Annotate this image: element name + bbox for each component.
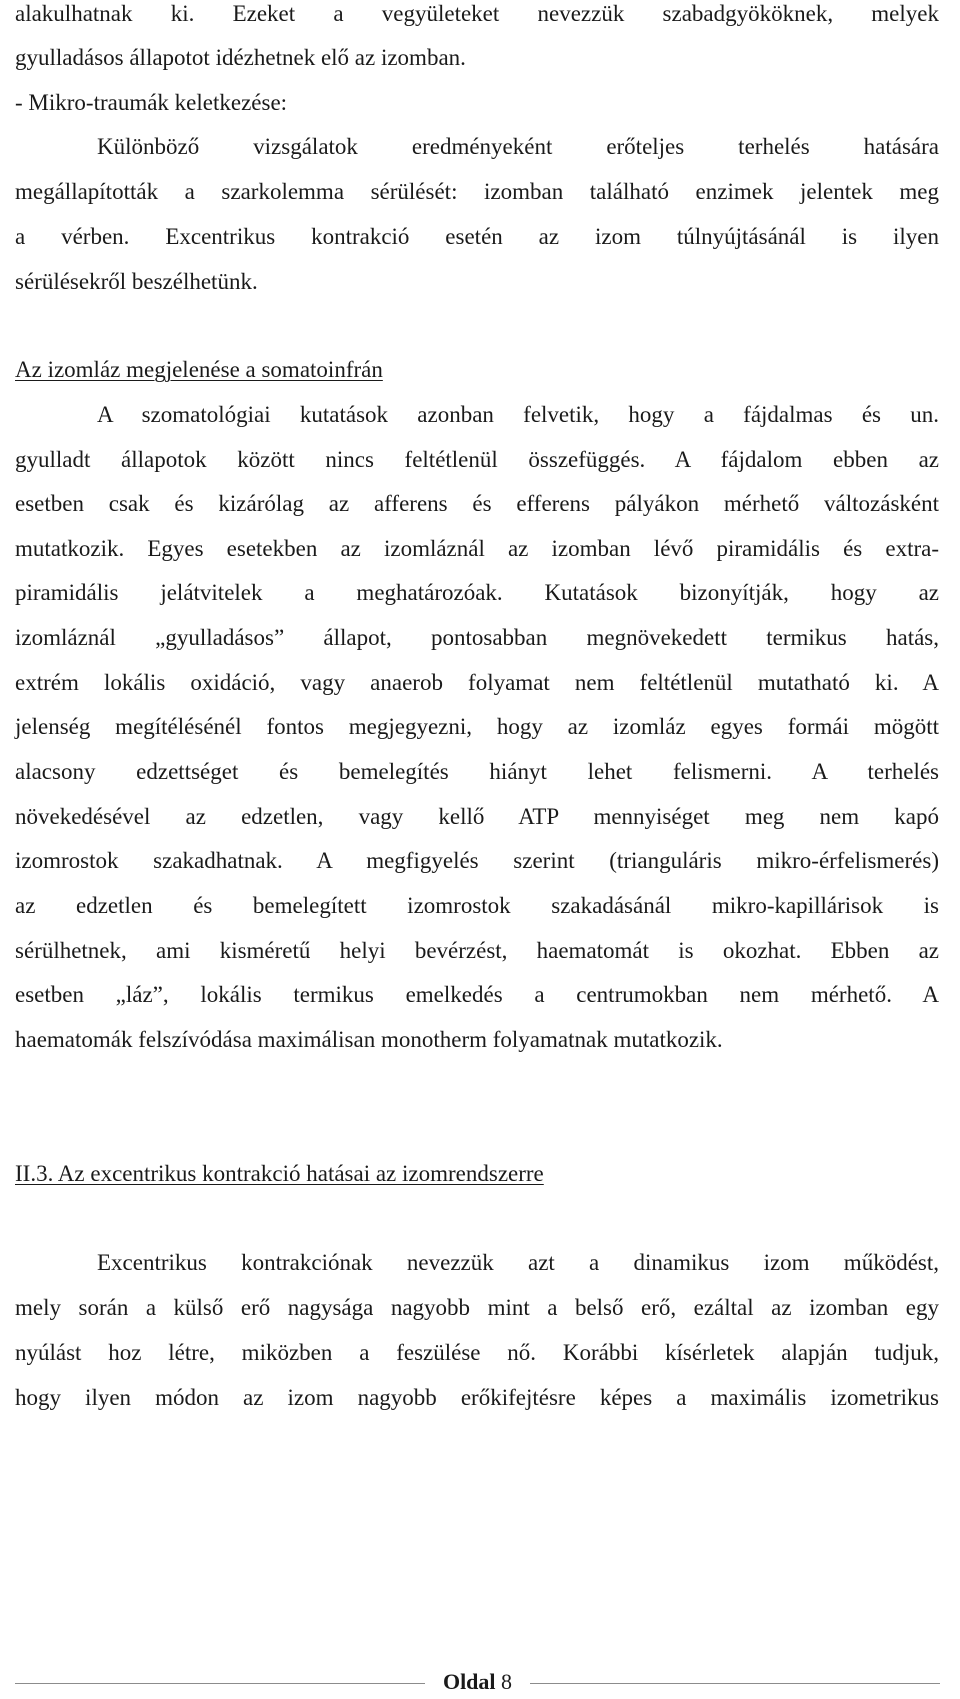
page-number: [425, 1671, 530, 1693]
paragraph-line: Excentrikus kontrakciónak nevezzük azt a dinamikus izom működést,: [97, 1250, 939, 1275]
page-label: Oldal: [442, 1669, 496, 1694]
paragraph-line: izomrostok szakadhatnak. A megfigyelés szerint (trianguláris mikro-érfelismerés): [15, 848, 939, 873]
paragraph-line: hogy ilyen módon az izom nagyobb erőkifejtésre képes a maximális izometrikus: [15, 1385, 939, 1410]
paragraph-line: haematomák felszívódása maximálisan monotherm folyamatnak mutatkozik.: [15, 1027, 723, 1052]
paragraph-line: alakulhatnak ki. Ezeket a vegyületeket nevezzük szabadgyököknek, melyek: [15, 1, 939, 26]
paragraph-line: az edzetlen és bemelegített izomrostok szakadásánál mikro-kapillárisok is: [15, 893, 939, 918]
paragraph-line: gyulladásos állapotot idézhetnek elő az izomban.: [15, 45, 466, 70]
paragraph-line: esetben „láz”, lokális termikus emelkedés a centrumokban nem mérhető. A: [15, 982, 939, 1007]
paragraph-line: mely során a külső erő nagysága nagyobb mint a belső erő, ezáltal az izomban egy: [15, 1295, 939, 1320]
page-number-value: 8: [501, 1669, 513, 1694]
paragraph-line: alacsony edzettséget és bemelegítés hiányt lehet felismerni. A terhelés: [15, 759, 939, 784]
footer-rule-right: [530, 1683, 940, 1684]
section-heading: Az izomláz megjelenése a somatoinfrán: [15, 357, 383, 382]
page-footer: [0, 1671, 960, 1699]
list-item: - Mikro-traumák keletkezése:: [15, 90, 288, 115]
paragraph-line: sérülésekről beszélhetünk.: [15, 269, 258, 294]
paragraph-line: a vérben. Excentrikus kontrakció esetén az izom túlnyújtásánál is ilyen: [15, 224, 939, 249]
paragraph-line: nyúlást hoz létre, miközben a feszülése nő. Korábbi kísérletek alapján tudjuk,: [15, 1340, 939, 1365]
paragraph-line: növekedésével az edzetlen, vagy kellő ATP mennyiséget meg nem kapó: [15, 804, 939, 829]
section-heading: II.3. Az excentrikus kontrakció hatásai az izomrendszerre: [15, 1161, 544, 1186]
paragraph-line: megállapították a szarkolemma sérülését: izomban található enzimek jelentek meg: [15, 179, 939, 204]
footer-rule-left: [15, 1683, 425, 1684]
paragraph-line: mutatkozik. Egyes esetekben az izomláznál az izomban lévő piramidális és extra-: [15, 536, 939, 561]
paragraph-line: extrém lokális oxidáció, vagy anaerob folyamat nem feltétlenül mutatható ki. A: [15, 670, 939, 695]
paragraph-line: A szomatológiai kutatások azonban felvetik, hogy a fájdalmas és un.: [97, 402, 939, 427]
paragraph-line: esetben csak és kizárólag az afferens és efferens pályákon mérhető változásként: [15, 491, 939, 516]
paragraph-line: Különböző vizsgálatok eredményeként erőteljes terhelés hatására: [97, 134, 939, 159]
paragraph-line: izomláznál „gyulladásos” állapot, pontosabban megnövekedett termikus hatás,: [15, 625, 939, 650]
paragraph-line: gyulladt állapotok között nincs feltétlenül összefüggés. A fájdalom ebben az: [15, 447, 939, 472]
paragraph-line: jelenség megítélésénél fontos megjegyezni, hogy az izomláz egyes formái mögött: [15, 714, 939, 739]
paragraph-line: sérülhetnek, ami kisméretű helyi bevérzést, haematomát is okozhat. Ebben az: [15, 938, 939, 963]
paragraph-line: piramidális jelátvitelek a meghatározóak. Kutatások bizonyítják, hogy az: [15, 580, 939, 605]
